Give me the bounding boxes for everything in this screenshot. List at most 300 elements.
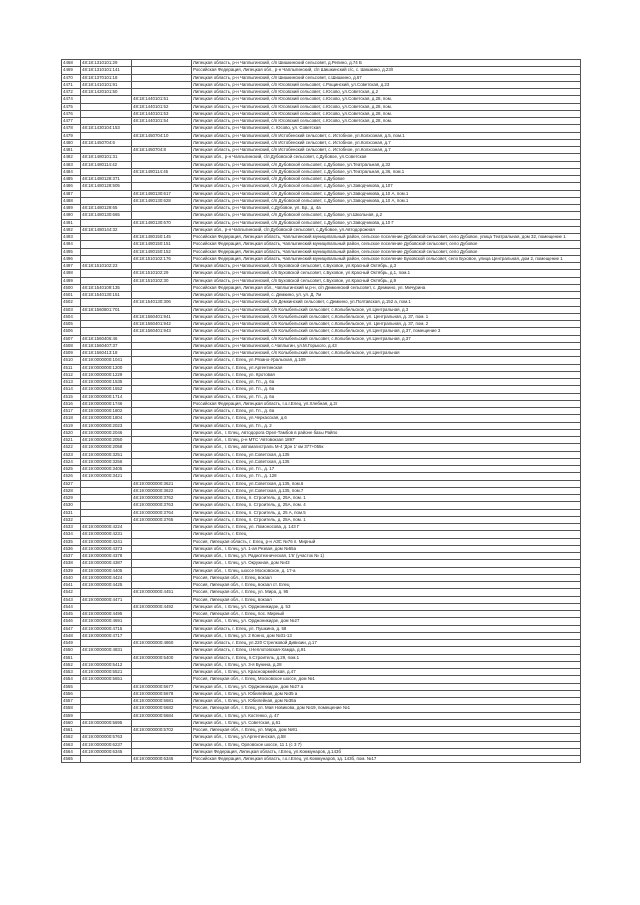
table-row	[62, 89, 581, 96]
land-cadastral-number-cell: 48:19:0000000:5763	[81, 734, 132, 741]
row-number-cell: 4502	[62, 299, 81, 306]
table-row	[62, 444, 581, 451]
land-cadastral-number-cell: 48:19:0000000:2046	[81, 429, 132, 436]
address-cell: Липецкая область, р-н Чаплыгинский, с/п Буховской сельсовет, с.Буховое, ул.Красный Октябрь, д.3	[192, 263, 581, 270]
table-row	[62, 480, 581, 487]
premises-cadastral-number-cell	[132, 553, 192, 560]
address-cell: Липецкая область, р-н Чаплыгинский, с/п Колыбельский сельсовет, с.Колыбельское, ул.Центральная, д.37	[192, 335, 581, 342]
row-number-cell: 4478	[62, 125, 81, 132]
row-number-cell: 4520	[62, 429, 81, 436]
address-cell: Липецкая область, р-н Чаплыгинский, с/п Колыбельский сельсовет, с.Колыбельское, ул.Центральная, д.3	[192, 306, 581, 313]
row-number-cell: 4507	[62, 335, 81, 342]
land-cadastral-number-cell	[81, 313, 132, 320]
premises-cadastral-number-cell	[132, 582, 192, 589]
land-cadastral-number-cell	[81, 603, 132, 610]
address-cell: Липецкая область, г. Елец, ул.Рязано-Уральская, д.109	[192, 357, 581, 364]
premises-cadastral-number-cell	[132, 226, 192, 233]
premises-cadastral-number-cell: 48:18:1480114:45	[132, 168, 192, 175]
premises-cadastral-number-cell	[132, 408, 192, 415]
row-number-cell: 4474	[62, 96, 81, 103]
row-number-cell: 4470	[62, 74, 81, 81]
row-number-cell: 4519	[62, 422, 81, 429]
land-cadastral-number-cell: 48:19:0000000:4241	[81, 538, 132, 545]
table-row	[62, 183, 581, 190]
address-cell: Россия, Липецкая обл., г. Елец, ул. Мира, дом №91	[192, 727, 581, 734]
row-number-cell: 4486	[62, 183, 81, 190]
row-number-cell: 4539	[62, 567, 81, 574]
premises-cadastral-number-cell	[132, 292, 192, 299]
land-cadastral-number-cell: 48:19:0000000:2023	[81, 422, 132, 429]
row-number-cell: 4497	[62, 263, 81, 270]
premises-cadastral-number-cell: 48:19:0000000:3622	[132, 487, 192, 494]
premises-cadastral-number-cell	[132, 458, 192, 465]
premises-cadastral-number-cell	[132, 205, 192, 212]
address-cell: Липецкая обл., г. Елец, ул. Орджоникидзе, д. 53	[192, 603, 581, 610]
row-number-cell: 4485	[62, 176, 81, 183]
row-number-cell: 4561	[62, 727, 81, 734]
address-cell: Липецкая область, р-н Чаплыгинский, с/п Шишкинский сельсовет, д.Репино, д.74 Б	[192, 60, 581, 67]
land-cadastral-number-cell: 48:18:1480144:32	[81, 226, 132, 233]
premises-cadastral-number-cell	[132, 183, 192, 190]
row-number-cell: 4518	[62, 415, 81, 422]
row-number-cell: 4559	[62, 712, 81, 719]
row-number-cell: 4542	[62, 589, 81, 596]
address-cell: Липецкая обл., г. Елец, ул. 2 Конно, дом №31-13	[192, 632, 581, 639]
address-cell: Российская Федерация, Липецкая область, Чаплыгинский муниципальный район, сельское поселение Дубовской сельсовет, село Дубовое, улица Театральная, дом 32, помещение 1	[192, 234, 581, 241]
premises-cadastral-number-cell: 48:18:1480130:617	[132, 190, 192, 197]
table-row	[62, 400, 581, 407]
premises-cadastral-number-cell	[132, 263, 192, 270]
address-cell: Российская Федерация, Липецкая обл., Чаплыгинский м.р-н, с/п Демкинский сельсовет, с. Демкино, ул. Мичурина	[192, 284, 581, 291]
premises-cadastral-number-cell	[132, 748, 192, 755]
land-cadastral-number-cell: 48:19:0000000:4425	[81, 582, 132, 589]
land-cadastral-number-cell: 48:19:0000000:6345	[81, 748, 132, 755]
address-cell: Липецкая область, р-н Чаплыгинский, с/п Дубовской сельсовет, с.Дубовое, ул.Заводчикова, д.107	[192, 183, 581, 190]
premises-cadastral-number-cell: 48:18:1450704:8	[132, 147, 192, 154]
premises-cadastral-number-cell	[132, 212, 192, 219]
table-row	[62, 748, 581, 755]
premises-cadastral-number-cell	[132, 125, 192, 132]
address-cell: Липецкая область, р-н Чаплыгинский, с/п Дубовской сельсовет, с.Дубовое, ул.Театральная, д.36, пом.1	[192, 168, 581, 175]
land-cadastral-number-cell: 48:19:0000000:4424	[81, 574, 132, 581]
table-row	[62, 451, 581, 458]
address-cell: Россия, Липецкая обл., г. Елец, ул. Мая Новикова, дом №19, помещение №1	[192, 705, 581, 712]
premises-cadastral-number-cell	[132, 176, 192, 183]
land-cadastral-number-cell	[81, 255, 132, 262]
premises-cadastral-number-cell	[132, 67, 192, 74]
land-cadastral-number-cell	[81, 640, 132, 647]
table-row	[62, 197, 581, 204]
land-cadastral-number-cell: 48:19:0000000:4373	[81, 545, 132, 552]
row-number-cell: 4505	[62, 321, 81, 328]
address-cell: Российская Федерация, Липецкая область, г.о.г.Елец, ул.Коммунаров, зд. 143б, пом. №17	[192, 756, 581, 763]
table-row	[62, 154, 581, 161]
address-cell: Липецкая Федерация, Липецкая область, г.Елец, ул.Коммунаров, д.143б	[192, 748, 581, 755]
address-cell: Липецкая обл., г. Елец, ул. Радиотехническая, 1'в' (участок № 1)	[192, 553, 581, 560]
premises-cadastral-number-cell	[132, 538, 192, 545]
premises-cadastral-number-cell: 48:18:1540130:306	[132, 299, 192, 306]
address-cell: Российская Федерация, Липецкая область, Чаплыгинский муниципальный район, сельское поселение Буховской сельсовет, село Буховое, улица Центральная, дом 2, помещение 1	[192, 255, 581, 262]
address-cell: Липецкая область, р-н Чаплыгинский, с/п Юсовский сельсовет, с.Юсово, ул.Советская, д.28, пом.	[192, 96, 581, 103]
table-row	[62, 118, 581, 125]
land-cadastral-number-cell	[81, 270, 132, 277]
premises-cadastral-number-cell	[132, 400, 192, 407]
address-cell: Липецкая область, р-н Чаплыгинский, с/п Дубовской сельсовет, с.Дубовое, ул.Театральная, д.32	[192, 161, 581, 168]
row-number-cell: 4498	[62, 270, 81, 277]
address-cell: Липецкая область, г. Елец, п. Строитель, д. 25А, пом. 1	[192, 516, 581, 523]
row-number-cell: 4555	[62, 683, 81, 690]
table-row	[62, 654, 581, 661]
premises-cadastral-number-cell	[132, 560, 192, 567]
table-row	[62, 371, 581, 378]
premises-cadastral-number-cell	[132, 139, 192, 146]
row-number-cell: 4479	[62, 132, 81, 139]
table-row	[62, 190, 581, 197]
premises-cadastral-number-cell	[132, 306, 192, 313]
address-cell: Липецкая область, р-н Чаплыгинский, с/п Юсовский сельсовет, с.Юсово, ул.Советская, д.28, пом.	[192, 103, 581, 110]
table-row	[62, 103, 581, 110]
row-number-cell: 4556	[62, 690, 81, 697]
table-row	[62, 422, 581, 429]
premises-cadastral-number-cell: 48:19:0000000:5400	[132, 654, 192, 661]
address-cell: Липецкая область, г. Елец, п. Строитель, д. 25 А, пом.5	[192, 509, 581, 516]
row-number-cell: 4494	[62, 241, 81, 248]
address-cell: Липецкая область, р-н Чаплыгинский, с/п Юсовский сельсовет, с.Юсово, ул.Советская, д.28, пом.	[192, 110, 581, 117]
premises-cadastral-number-cell: 48:19:0000000:4860	[132, 640, 192, 647]
table-row	[62, 734, 581, 741]
premises-cadastral-number-cell	[132, 661, 192, 668]
table-row	[62, 60, 581, 67]
premises-cadastral-number-cell	[132, 379, 192, 386]
row-number-cell: 4472	[62, 89, 81, 96]
table-row	[62, 705, 581, 712]
table-row	[62, 458, 581, 465]
table-row	[62, 437, 581, 444]
table-row	[62, 263, 581, 270]
table-row	[62, 386, 581, 393]
address-cell: Липецкая область, р-н Чаплыгинский, с/п Дубовской сельсовет, с.Дубовое, ул.Школьная, д.2	[192, 212, 581, 219]
row-number-cell: 4482	[62, 154, 81, 161]
premises-cadastral-number-cell	[132, 466, 192, 473]
address-cell: Липецкая область, р-н Чаплыгинский, с/п Юсовский сельсовет, с.Рощинский, ул.Советская, д.23	[192, 81, 581, 88]
row-number-cell: 4530	[62, 502, 81, 509]
row-number-cell: 4496	[62, 255, 81, 262]
table-row	[62, 741, 581, 748]
address-cell: Липецкая обл., г. Елец, Автодорога Орел-Тамбов в районе базы Райпо	[192, 429, 581, 436]
premises-cadastral-number-cell	[132, 444, 192, 451]
table-row	[62, 74, 581, 81]
table-row	[62, 466, 581, 473]
table-row	[62, 676, 581, 683]
land-cadastral-number-cell: 48:19:0000000:1804	[81, 415, 132, 422]
land-cadastral-number-cell: 48:18:1560406:46	[81, 335, 132, 342]
address-cell: Россия, Липецкая обл., г. Елец, вокзал	[192, 596, 581, 603]
address-cell: Липецкая область, г. Елец, п. Строитель, д. 25А, пом. 4	[192, 502, 581, 509]
land-cadastral-number-cell: 48:18:1310101:29	[81, 60, 132, 67]
table-row	[62, 603, 581, 610]
premises-cadastral-number-cell	[132, 574, 192, 581]
address-cell: Липецкая область, г. Елец, ул. Кротовая	[192, 371, 581, 378]
premises-cadastral-number-cell	[132, 676, 192, 683]
land-cadastral-number-cell	[81, 480, 132, 487]
table-row	[62, 248, 581, 255]
table-row	[62, 640, 581, 647]
row-number-cell: 4547	[62, 625, 81, 632]
address-cell: Российская Федерация, Липецкая область, Чаплыгинский муниципальный район, сельское поселение Дубовской сельсовет, село Дубовое	[192, 248, 581, 255]
land-cadastral-number-cell: 48:18:1560801:701	[81, 306, 132, 313]
address-cell: Липецкая обл., р-н Чаплыгинский, с/п Дубовской сельсовет, с.Дубовое, ул.Советская	[192, 154, 581, 161]
premises-cadastral-number-cell: 48:18:1480130:628	[132, 197, 192, 204]
property-register-table	[61, 59, 581, 763]
row-number-cell: 4480	[62, 139, 81, 146]
premises-cadastral-number-cell: 48:19:0000000:3763	[132, 502, 192, 509]
table-row	[62, 756, 581, 763]
table-row	[62, 647, 581, 654]
address-cell: Липецкая область, р-н Чаплыгинский, с/п Колыбельский сельсовет, с.Колыбельское, ул.Центральная	[192, 350, 581, 357]
row-number-cell: 4531	[62, 509, 81, 516]
address-cell: Липецкая область, р-н Чаплыгинский, с/п Дубовской сельсовет, с.Дубовое	[192, 176, 581, 183]
land-cadastral-number-cell: 48:18:1540130:151	[81, 292, 132, 299]
row-number-cell: 4510	[62, 357, 81, 364]
land-cadastral-number-cell	[81, 328, 132, 335]
premises-cadastral-number-cell	[132, 625, 192, 632]
row-number-cell: 4509	[62, 350, 81, 357]
land-cadastral-number-cell	[81, 132, 132, 139]
premises-cadastral-number-cell	[132, 81, 192, 88]
premises-cadastral-number-cell: 48:19:0000000:4492	[132, 603, 192, 610]
row-number-cell: 4475	[62, 103, 81, 110]
land-cadastral-number-cell: 48:18:1480129:65	[81, 205, 132, 212]
row-number-cell: 4517	[62, 408, 81, 415]
premises-cadastral-number-cell: 48:18:1480150:145	[132, 234, 192, 241]
land-cadastral-number-cell: 48:19:0000000:4387	[81, 560, 132, 567]
table-row	[62, 270, 581, 277]
address-cell: Липецкая обл., г. Елец, ул. Костенко, д. 47	[192, 712, 581, 719]
row-number-cell: 4535	[62, 538, 81, 545]
land-cadastral-number-cell: 48:18:1480114:42	[81, 161, 132, 168]
premises-cadastral-number-cell	[132, 415, 192, 422]
premises-cadastral-number-cell	[132, 531, 192, 538]
premises-cadastral-number-cell: 48:18:1440101:51	[132, 96, 192, 103]
row-number-cell: 4544	[62, 603, 81, 610]
land-cadastral-number-cell: 48:18:1430104:153	[81, 125, 132, 132]
row-number-cell: 4516	[62, 400, 81, 407]
table-row	[62, 698, 581, 705]
land-cadastral-number-cell	[81, 299, 132, 306]
premises-cadastral-number-cell	[132, 451, 192, 458]
premises-cadastral-number-cell: 48:19:0000000:3621	[132, 480, 192, 487]
row-number-cell: 4524	[62, 458, 81, 465]
address-cell: Липецкая обл., г. Елец, р-н МТС 'Автовокзал 1897'	[192, 437, 581, 444]
premises-cadastral-number-cell: 48:18:1510102:30	[132, 277, 192, 284]
land-cadastral-number-cell: 48:19:0000000:5695	[81, 719, 132, 726]
premises-cadastral-number-cell: 48:19:0000000:6346	[132, 756, 192, 763]
land-cadastral-number-cell: 48:19:0000000:2058	[81, 444, 132, 451]
row-number-cell: 4489	[62, 205, 81, 212]
row-number-cell: 4483	[62, 161, 81, 168]
land-cadastral-number-cell: 48:19:0000000:1200	[81, 364, 132, 371]
land-cadastral-number-cell: 48:18:1310101:141	[81, 67, 132, 74]
address-cell: Липецкая обл., г. Елец, шоссе Московское, д. 17-а	[192, 567, 581, 574]
address-cell: Липецкая область, г. Елец, ул. Пушкина, д. 58	[192, 625, 581, 632]
address-cell: Липецкая область, г. Елец, ул.Советская, д.135	[192, 458, 581, 465]
land-cadastral-number-cell	[81, 698, 132, 705]
row-number-cell: 4528	[62, 487, 81, 494]
land-cadastral-number-cell	[81, 712, 132, 719]
table-row	[62, 132, 581, 139]
land-cadastral-number-cell	[81, 103, 132, 110]
premises-cadastral-number-cell	[132, 437, 192, 444]
table-row	[62, 661, 581, 668]
premises-cadastral-number-cell	[132, 429, 192, 436]
premises-cadastral-number-cell	[132, 350, 192, 357]
row-number-cell: 4525	[62, 466, 81, 473]
row-number-cell: 4488	[62, 197, 81, 204]
table-row	[62, 176, 581, 183]
land-cadastral-number-cell: 48:19:0000000:5521	[81, 669, 132, 676]
table-row	[62, 487, 581, 494]
row-number-cell: 4513	[62, 379, 81, 386]
address-cell: Липецкая область, г. Елец, ул. Гл., д. 128	[192, 473, 581, 480]
row-number-cell: 4553	[62, 669, 81, 676]
address-cell: Россия, Липецкая обл., г. Елец, вокзал	[192, 574, 581, 581]
row-number-cell: 4537	[62, 553, 81, 560]
land-cadastral-number-cell: 48:19:0000000:5651	[81, 676, 132, 683]
land-cadastral-number-cell	[81, 234, 132, 241]
land-cadastral-number-cell: 48:18:1560413:18	[81, 350, 132, 357]
premises-cadastral-number-cell	[132, 154, 192, 161]
address-cell: Липецкая область, р-н Чаплыгинский, с/п Истобенский сельсовет, с. Истобное, ул.Колхозная, д.7	[192, 139, 581, 146]
address-cell: Липецкая обл., г. Елец, ул. Красноармейская, д.47	[192, 669, 581, 676]
row-number-cell: 4468	[62, 60, 81, 67]
land-cadastral-number-cell: 48:19:0000000:2050	[81, 437, 132, 444]
row-number-cell: 4477	[62, 118, 81, 125]
table-row	[62, 502, 581, 509]
row-number-cell: 4527	[62, 480, 81, 487]
address-cell: Липецкая обл., г. Елец, ул. Орджоникидзе, дом №27	[192, 618, 581, 625]
address-cell: Липецкая область, р-н Чаплыгинский, с/п Юсовский сельсовет, с.Юсово, ул.Советская, д.28, пом.	[192, 118, 581, 125]
address-cell: Липецкая область, г. Елец, г.Неплотовская-Хамда, д.91	[192, 647, 581, 654]
row-number-cell: 4565	[62, 756, 81, 763]
land-cadastral-number-cell: 48:19:0000000:4717	[81, 632, 132, 639]
table-row	[62, 313, 581, 320]
row-number-cell: 4558	[62, 705, 81, 712]
premises-cadastral-number-cell	[132, 647, 192, 654]
premises-cadastral-number-cell	[132, 719, 192, 726]
address-cell: Липецкая область, г. Елец, ул. Гл., д. 6а	[192, 379, 581, 386]
land-cadastral-number-cell: 48:19:0000000:4495	[81, 611, 132, 618]
address-cell: Липецкая область, г. Елец, ул.Советская, д.135	[192, 451, 581, 458]
row-number-cell: 4511	[62, 364, 81, 371]
premises-cadastral-number-cell: 48:18:1450704:10	[132, 132, 192, 139]
table-row	[62, 712, 581, 719]
premises-cadastral-number-cell: 48:18:1480130:670	[132, 219, 192, 226]
land-cadastral-number-cell: 48:19:0000000:4378	[81, 553, 132, 560]
row-number-cell: 4560	[62, 719, 81, 726]
premises-cadastral-number-cell: 48:19:0000000:5677	[132, 683, 192, 690]
table-row	[62, 495, 581, 502]
row-number-cell: 4500	[62, 284, 81, 291]
table-body	[62, 60, 581, 763]
land-cadastral-number-cell	[81, 147, 132, 154]
address-cell: Липецкая область, р-н Чаплыгинский, с/п Дубовской сельсовет, с.Дубовое, ул.Заводчикова, д.10 А, пом.1	[192, 197, 581, 204]
row-number-cell: 4563	[62, 741, 81, 748]
table-row	[62, 357, 581, 364]
row-number-cell: 4543	[62, 596, 81, 603]
land-cadastral-number-cell	[81, 705, 132, 712]
table-row	[62, 690, 581, 697]
table-row	[62, 632, 581, 639]
address-cell: Липецкая область, р-н Чаплыгинский, с. Юсово, ул. Советская	[192, 125, 581, 132]
land-cadastral-number-cell	[81, 756, 132, 763]
land-cadastral-number-cell: 48:19:0000000:1229	[81, 371, 132, 378]
table-row	[62, 321, 581, 328]
land-cadastral-number-cell: 48:19:0000000:3256	[81, 458, 132, 465]
address-cell: Российская Федерация, Липецкая область, Чаплыгинский муниципальный район, сельское поселение Дубовской сельсовет, село Дубовое	[192, 241, 581, 248]
land-cadastral-number-cell	[81, 118, 132, 125]
table-row	[62, 335, 581, 342]
land-cadastral-number-cell: 48:18:1450704:6	[81, 139, 132, 146]
row-number-cell: 4529	[62, 495, 81, 502]
land-cadastral-number-cell: 48:19:0000000:4691	[81, 618, 132, 625]
premises-cadastral-number-cell	[132, 632, 192, 639]
address-cell: Липецкая область, р-н Чаплыгинский, с.Дубовое, ул. Бр., д. 4а	[192, 205, 581, 212]
premises-cadastral-number-cell: 48:19:0000000:5681	[132, 698, 192, 705]
land-cadastral-number-cell	[81, 96, 132, 103]
table-row	[62, 611, 581, 618]
premises-cadastral-number-cell	[132, 524, 192, 531]
address-cell: Липецкая область, р-н Чаплыгинский, с/п Колыбельский сельсовет, с.Колыбельское, ул. Центральная, д. 37, пом. 1	[192, 313, 581, 320]
address-cell: Липецкая область, г. Елец, п.Строитель, д.29, пом.1	[192, 654, 581, 661]
row-number-cell: 4484	[62, 168, 81, 175]
land-cadastral-number-cell: 48:19:0000000:4715	[81, 625, 132, 632]
land-cadastral-number-cell	[81, 727, 132, 734]
table-row	[62, 299, 581, 306]
land-cadastral-number-cell	[81, 241, 132, 248]
land-cadastral-number-cell	[81, 321, 132, 328]
address-cell: Липецкая область, р-н Чаплыгинский, с/п Буховской сельсовет, с.Буховое, ул.Красный Октябрь, д.9	[192, 277, 581, 284]
table-row	[62, 545, 581, 552]
document-page	[61, 59, 580, 763]
premises-cadastral-number-cell: 48:18:1440101:54	[132, 118, 192, 125]
premises-cadastral-number-cell	[132, 669, 192, 676]
premises-cadastral-number-cell	[132, 596, 192, 603]
address-cell: Липецкая обл., г. Елец, ул.Аргентинская, д.58	[192, 734, 581, 741]
land-cadastral-number-cell: 48:18:1420101:50	[81, 89, 132, 96]
address-cell: Липецкая область, р-н Чаплыгинский, с.Чаплыгин, ул.М.Горького, д.43	[192, 342, 581, 349]
land-cadastral-number-cell: 48:18:1560407:37	[81, 342, 132, 349]
land-cadastral-number-cell	[81, 197, 132, 204]
premises-cadastral-number-cell: 48:19:0000000:5684	[132, 712, 192, 719]
land-cadastral-number-cell: 48:19:0000000:4405	[81, 567, 132, 574]
land-cadastral-number-cell: 48:19:0000000:4471	[81, 596, 132, 603]
land-cadastral-number-cell	[81, 495, 132, 502]
row-number-cell: 4512	[62, 371, 81, 378]
premises-cadastral-number-cell	[132, 364, 192, 371]
table-row	[62, 125, 581, 132]
premises-cadastral-number-cell	[132, 74, 192, 81]
table-row	[62, 538, 581, 545]
row-number-cell: 4501	[62, 292, 81, 299]
land-cadastral-number-cell: 48:19:0000000:3405	[81, 466, 132, 473]
table-row	[62, 531, 581, 538]
premises-cadastral-number-cell	[132, 422, 192, 429]
premises-cadastral-number-cell	[132, 161, 192, 168]
row-number-cell: 4554	[62, 676, 81, 683]
address-cell: Липецкая область, г. Елец, ул. Гл., д. 17	[192, 466, 581, 473]
address-cell: Россия, Липецкая обл., г. Елец, вокзал ст. Елец	[192, 582, 581, 589]
address-cell: Липецкая область, р-н Чаплыгинский, с/п Колыбельский сельсовет, с.Колыбельское, ул.Центральная, д.37, помещение 3	[192, 328, 581, 335]
